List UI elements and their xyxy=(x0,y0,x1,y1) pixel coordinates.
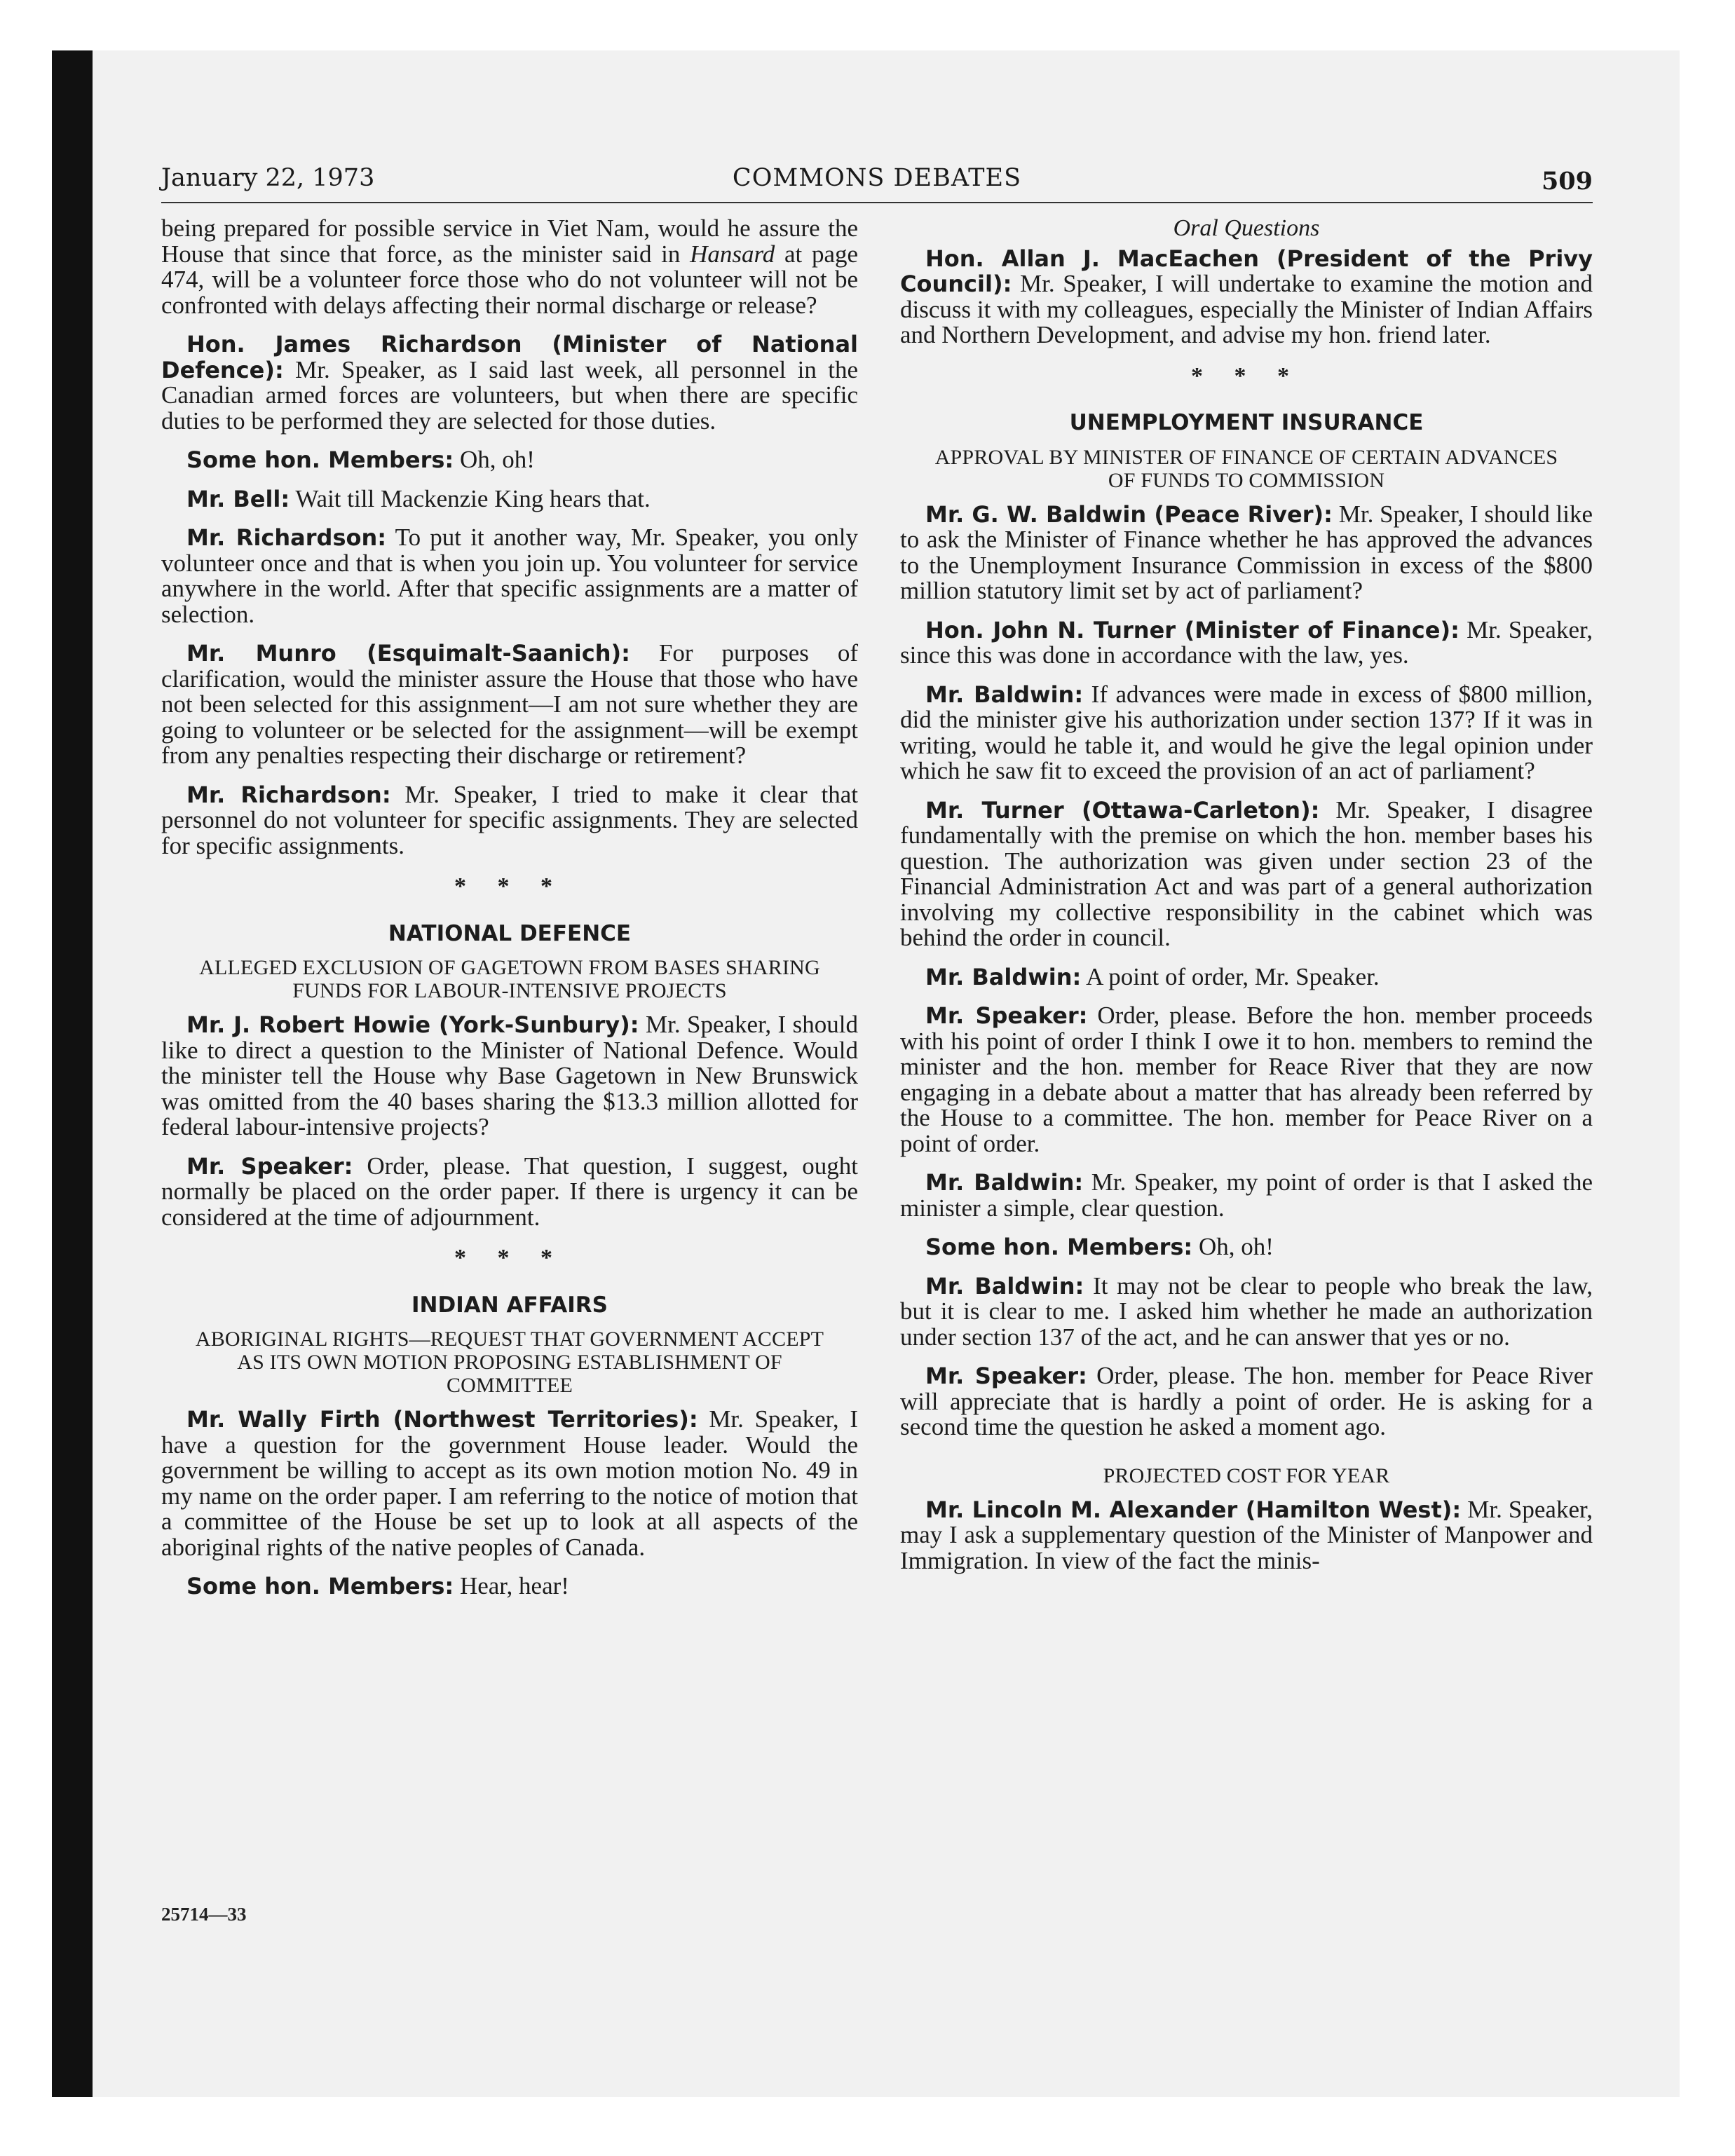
section-separator: * * * xyxy=(1191,362,1302,389)
speech xyxy=(900,1363,1593,1440)
footer-print-code: 25714—33 xyxy=(161,1904,247,1925)
speech-text: A point of order, Mr. Speaker. xyxy=(1086,962,1380,990)
header-title: COMMONS DEBATES xyxy=(732,164,1022,192)
section-separator: * * * xyxy=(454,873,565,899)
speech-text: Mr. Speaker, my point of order is that I asked the minister a simple, clear question. xyxy=(900,1168,1593,1222)
speech xyxy=(161,782,858,859)
header-date: January 22, 1973 xyxy=(161,164,375,192)
speech-text: Order, please. Before the hon. member proceeds with his point of order I think I owe it to hon. members to remind the minister and the hon. member for Reace River that they are now engaging in a debate about a matter that has already been referred by the House to a committee. The hon. member for Peace River on a point of order. xyxy=(900,1002,1593,1157)
speaker-name: Mr. Speaker: xyxy=(925,1363,1087,1389)
header-page-number: 509 xyxy=(1541,167,1593,196)
speech xyxy=(161,525,858,627)
speech xyxy=(900,1170,1593,1221)
speaker-name: Mr. Munro (Esquimalt-Saanich): xyxy=(186,640,630,667)
speech-text: Mr. Speaker, may I ask a supplementary question of the Minister of Manpower and Immigration. In view of the fact the minis- xyxy=(900,1495,1593,1574)
speaker-name: Some hon. Members: xyxy=(186,1573,454,1599)
speech xyxy=(900,615,1593,669)
hansard-reference: Hansard xyxy=(690,240,775,268)
paragraph-text: at page 474, will be a volunteer force those who do not volunteer will not be confronted with delays affecting their normal discharge or release? xyxy=(161,240,859,319)
speech-text: It may not be clear to people who break the law, but it is clear to me. I asked him whether he made an authorization under section 137 of the act, and he can answer that yes or no. xyxy=(900,1271,1593,1351)
running-heading-oral-questions: Oral Questions xyxy=(1173,215,1320,241)
left-column xyxy=(161,216,858,1613)
speaker-name: Mr. Baldwin: xyxy=(925,681,1084,708)
speaker-name: Mr. Baldwin: xyxy=(925,1272,1084,1299)
speech xyxy=(161,447,858,473)
speaker-name: Mr. G. W. Baldwin (Peace River): xyxy=(925,500,1333,528)
speaker-name: Mr. Wally Firth (Northwest Territories): xyxy=(186,1406,698,1433)
speech-text: Order, please. That question, I suggest, ought normally be placed on the order paper. If there is urgency it can be considered at the time of adjournment. xyxy=(161,1152,859,1231)
speaker-name: Hon. John N. Turner (Minister of Finance): xyxy=(925,616,1460,643)
speech xyxy=(161,1154,858,1231)
speaker-name: Mr. J. Robert Howie (York-Sunbury): xyxy=(186,1011,639,1038)
speech xyxy=(161,1407,858,1560)
speaker-name: Some hon. Members: xyxy=(925,1234,1193,1260)
speaker-name: Mr. Baldwin: xyxy=(925,1169,1084,1196)
speech-text: Hear, hear! xyxy=(459,1572,569,1599)
speech xyxy=(161,332,858,434)
speaker-name: Mr. Turner (Ottawa-Carleton): xyxy=(925,796,1320,824)
speech xyxy=(900,502,1593,604)
speech xyxy=(161,486,858,512)
speaker-name: Mr. Richardson: xyxy=(186,524,387,551)
speech-text: Oh, oh! xyxy=(1198,1233,1274,1260)
section-separator: * * * xyxy=(454,1245,565,1271)
speech xyxy=(161,641,858,769)
section-title-unemployment-insurance: UNEMPLOYMENT INSURANCE xyxy=(1069,410,1424,435)
speech xyxy=(900,1271,1593,1351)
speech-text: Mr. Speaker, I should like to ask the Minister of Finance whether he has approved the advances to the Unemployment Insurance Commission in excess of the $800 million statutory limit set by act of parliament? xyxy=(900,500,1593,604)
speaker-name: Some hon. Members: xyxy=(186,446,454,473)
paragraph-text: being prepared for possible service in Viet Nam, would he assure the House that since that force, as the minister said in xyxy=(161,214,858,268)
speech xyxy=(900,1497,1593,1574)
section-subtitle-projected-cost: PROJECTED COST FOR YEAR xyxy=(1103,1464,1390,1487)
speech-text: Mr. Speaker, I will undertake to examine the motion and discuss it with my colleagues, especially the Minister of Indian Affairs and Northern Development, and advise my hon. friend later. xyxy=(900,270,1593,348)
speaker-name: Mr. Baldwin: xyxy=(925,963,1082,990)
right-column xyxy=(900,216,1593,1587)
speaker-name: Mr. Lincoln M. Alexander (Hamilton West): xyxy=(925,1496,1462,1523)
speech-text: Mr. Speaker, I have a question for the government House leader. Would the government be willing to accept as its own motion motion No. 49 in my name on the order paper. I am referring to the notice of motion that a committee of the House be set up to look at all aspects of the aboriginal rights of the native peoples of Canada. xyxy=(161,1405,859,1561)
speech-text: If advances were made in excess of $800 million, did the minister give his authorization under section 137? If it was in writing, would he table it, and would he give the legal opinion under which he saw fit to exceed the provision of an act of parliament? xyxy=(900,680,1593,784)
section-subtitle: ALLEGED EXCLUSION OF GAGETOWN FROM BASES SHARING FUNDS FOR LABOUR-INTENSIVE PROJECTS xyxy=(199,956,820,1002)
speech xyxy=(900,246,1593,348)
speech xyxy=(900,1003,1593,1157)
speech-text: Mr. Speaker, as I said last week, all personnel in the Canadian armed forces are volunteers, but when there are specific duties to be performed they are selected for those duties. xyxy=(161,355,859,435)
page-header xyxy=(161,163,1593,203)
speech-text: Oh, oh! xyxy=(459,446,535,473)
speaker-name: Mr. Bell: xyxy=(186,485,290,512)
section-subtitle: ABORIGINAL RIGHTS—REQUEST THAT GOVERNMENT ACCEPT AS ITS OWN MOTION PROPOSING ESTABLISHMENT OF COMMITTEE xyxy=(195,1328,824,1397)
speaker-name: Mr. Richardson: xyxy=(186,781,391,808)
paragraph xyxy=(161,216,858,318)
speech-text: Order, please. The hon. member for Peace River will appreciate that is hardly a point of order. He is asking for a second time the question he asked a moment ago. xyxy=(900,1362,1593,1440)
speech-text: Mr. Speaker, I disagree fundamentally with the premise on which the hon. member bases his question. The authorization was given under section 23 of the Financial Administration Act and was part of a general authorization involving my collective responsibility in the cabinet which was behind the order in council. xyxy=(900,796,1593,951)
speech xyxy=(900,798,1593,951)
speech-text: For purposes of clarification, would the minister assure the House that those who have not been selected for this assignment—I am not sure whether they are going to volunteer or be selected for the assignment—will be exempt from any penalties respecting their discharge or retirement? xyxy=(161,639,859,769)
speaker-name: Mr. Speaker: xyxy=(925,1002,1088,1029)
speech xyxy=(900,682,1593,784)
speaker-name: Hon. Allan J. MacEachen (President of the Privy Council): xyxy=(900,245,1593,297)
speech-text: Wait till Mackenzie King hears that. xyxy=(295,484,651,512)
speech xyxy=(900,1234,1593,1260)
speech-text: Mr. Speaker, since this was done in accordance with the law, yes. xyxy=(900,615,1593,669)
section-title-national-defence: NATIONAL DEFENCE xyxy=(388,920,632,946)
speech-text: Mr. Speaker, I tried to make it clear that personnel do not volunteer for specific assignments. They are selected for specific assignments. xyxy=(161,780,859,859)
speech-text: To put it another way, Mr. Speaker, you only volunteer once and that is when you join up. You volunteer for service anywhere in the world. After that specific assignments are a matter of selection. xyxy=(161,524,858,628)
speech xyxy=(161,1574,858,1599)
scan-edge-bar xyxy=(52,50,93,2097)
speech-text: Mr. Speaker, I should like to direct a question to the Minister of National Defence. Would the minister tell the House why Base Gagetown in New Brunswick was omitted from the 40 bases sharing the $13.3 million allotted for federal labour-intensive projects? xyxy=(161,1011,858,1140)
section-subtitle: APPROVAL BY MINISTER OF FINANCE OF CERTAIN ADVANCES OF FUNDS TO COMMISSION xyxy=(934,445,1558,492)
section-title-indian-affairs: INDIAN AFFAIRS xyxy=(411,1292,608,1318)
speaker-name: Mr. Speaker: xyxy=(186,1152,353,1180)
speaker-name: Hon. James Richardson (Minister of National Defence): xyxy=(161,331,858,383)
speech xyxy=(161,1012,858,1140)
speech xyxy=(900,964,1593,990)
